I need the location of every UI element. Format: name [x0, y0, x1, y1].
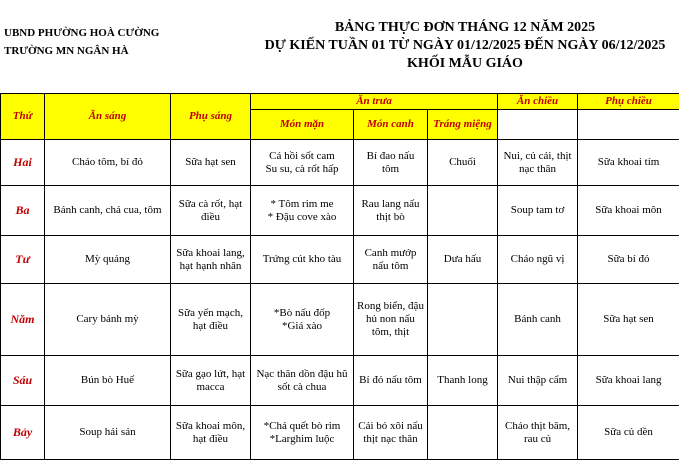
- table-row: [1, 140, 679, 186]
- cell-lunch-dessert: [428, 186, 498, 236]
- header-morning-snack: Phụ sáng: [171, 94, 251, 140]
- cell-breakfast: Bánh canh, chả cua, tôm: [45, 186, 171, 236]
- cell-day: Năm: [1, 284, 45, 356]
- cell-breakfast: Bún bò Huế: [45, 356, 171, 406]
- cell-day: Bảy: [1, 406, 45, 460]
- table-row: [1, 406, 679, 460]
- table-row: [1, 236, 679, 284]
- cell-lunch-main: * Tôm rim me * Đậu cove xào: [251, 186, 354, 236]
- org-line-1: UBND PHƯỜNG HOÀ CƯỜNG: [4, 27, 160, 39]
- cell-afternoon-snack: Sữa củ dền: [578, 406, 679, 460]
- cell-breakfast: Cary bánh mỳ: [45, 284, 171, 356]
- cell-lunch-dessert: [428, 284, 498, 356]
- header-lunch-dessert: Tráng miệng: [428, 110, 498, 140]
- cell-morning-snack: Sữa yến mạch, hạt điều: [171, 284, 251, 356]
- header-afternoon: Ăn chiều: [498, 94, 578, 110]
- cell-lunch-dessert: [428, 406, 498, 460]
- cell-lunch-soup: Bí đỏ nấu tôm: [354, 356, 428, 406]
- cell-lunch-main: Nạc thăn dồn đậu hũ sốt cà chua: [251, 356, 354, 406]
- cell-afternoon-snack: Sữa khoai lang: [578, 356, 679, 406]
- title-line-2: DỰ KIẾN TUẦN 01 TỪ NGÀY 01/12/2025 ĐẾN NGÀY 06/12/2025: [264, 38, 666, 53]
- title-line-1: BẢNG THỰC ĐƠN THÁNG 12 NĂM 2025: [334, 20, 596, 35]
- cell-breakfast: Cháo tôm, bí đỏ: [45, 140, 171, 186]
- cell-afternoon: Bánh canh: [498, 284, 578, 356]
- cell-lunch-dessert: Thanh long: [428, 356, 498, 406]
- header-lunch-soup: Món canh: [354, 110, 428, 140]
- cell-lunch-main: Trứng cút kho tàu: [251, 236, 354, 284]
- cell-lunch-dessert: Dưa hấu: [428, 236, 498, 284]
- cell-morning-snack: Sữa khoai lang, hạt hạnh nhân: [171, 236, 251, 284]
- cell-lunch-dessert: Chuối: [428, 140, 498, 186]
- cell-morning-snack: Sữa gạo lứt, hạt macca: [171, 356, 251, 406]
- cell-afternoon: Cháo ngũ vị: [498, 236, 578, 284]
- cell-breakfast: Mỳ quảng: [45, 236, 171, 284]
- cell-afternoon: Nui thập cẩm: [498, 356, 578, 406]
- header-breakfast: Ăn sáng: [45, 94, 171, 140]
- header-lunch: Ăn trưa: [251, 94, 498, 110]
- cell-lunch-soup: Cải bó xôi nấu thịt nạc thăn: [354, 406, 428, 460]
- title-line-3: KHỐI MẪU GIÁO: [407, 56, 523, 71]
- cell-morning-snack: Sữa cà rốt, hạt điều: [171, 186, 251, 236]
- cell-lunch-soup: Bí đao nấu tôm: [354, 140, 428, 186]
- org-line-2: TRƯỜNG MN NGÂN HÀ: [4, 45, 129, 57]
- cell-morning-snack: Sữa hạt sen: [171, 140, 251, 186]
- header-lunch-main: Món mặn: [251, 110, 354, 140]
- cell-lunch-soup: Rong biển, đậu hủ non nấu tôm, thịt: [354, 284, 428, 356]
- cell-afternoon-snack: Sữa khoai tím: [578, 140, 679, 186]
- cell-afternoon-snack: Sữa khoai môn: [578, 186, 679, 236]
- cell-lunch-soup: Canh mướp nấu tôm: [354, 236, 428, 284]
- title-block: [250, 19, 679, 73]
- cell-lunch-main: *Chả quết bò rim *Larghim luộc: [251, 406, 354, 460]
- menu-table: [0, 93, 679, 460]
- cell-day: Sáu: [1, 356, 45, 406]
- cell-day: Ba: [1, 186, 45, 236]
- header-afternoon-snack: Phụ chiều: [578, 94, 679, 110]
- cell-lunch-main: Cá hồi sốt cam Su su, cà rốt hấp: [251, 140, 354, 186]
- cell-lunch-soup: Rau lang nấu thịt bò: [354, 186, 428, 236]
- header-day: Thứ: [1, 94, 45, 140]
- cell-lunch-main: *Bò nấu đốp *Giá xào: [251, 284, 354, 356]
- organization-block: [4, 24, 159, 60]
- cell-afternoon-snack: Sữa hạt sen: [578, 284, 679, 356]
- cell-morning-snack: Sữa khoai môn, hạt điều: [171, 406, 251, 460]
- cell-afternoon: Soup tam tơ: [498, 186, 578, 236]
- cell-afternoon: Nui, củ cải, thịt nạc thăn: [498, 140, 578, 186]
- cell-afternoon-snack: Sữa bí đỏ: [578, 236, 679, 284]
- table-row: [1, 356, 679, 406]
- cell-afternoon: Cháo thịt băm, rau củ: [498, 406, 578, 460]
- table-row: [1, 186, 679, 236]
- cell-day: Tư: [1, 236, 45, 284]
- menu-body: [1, 140, 679, 460]
- cell-day: Hai: [1, 140, 45, 186]
- cell-breakfast: Soup hải sản: [45, 406, 171, 460]
- table-row: [1, 284, 679, 356]
